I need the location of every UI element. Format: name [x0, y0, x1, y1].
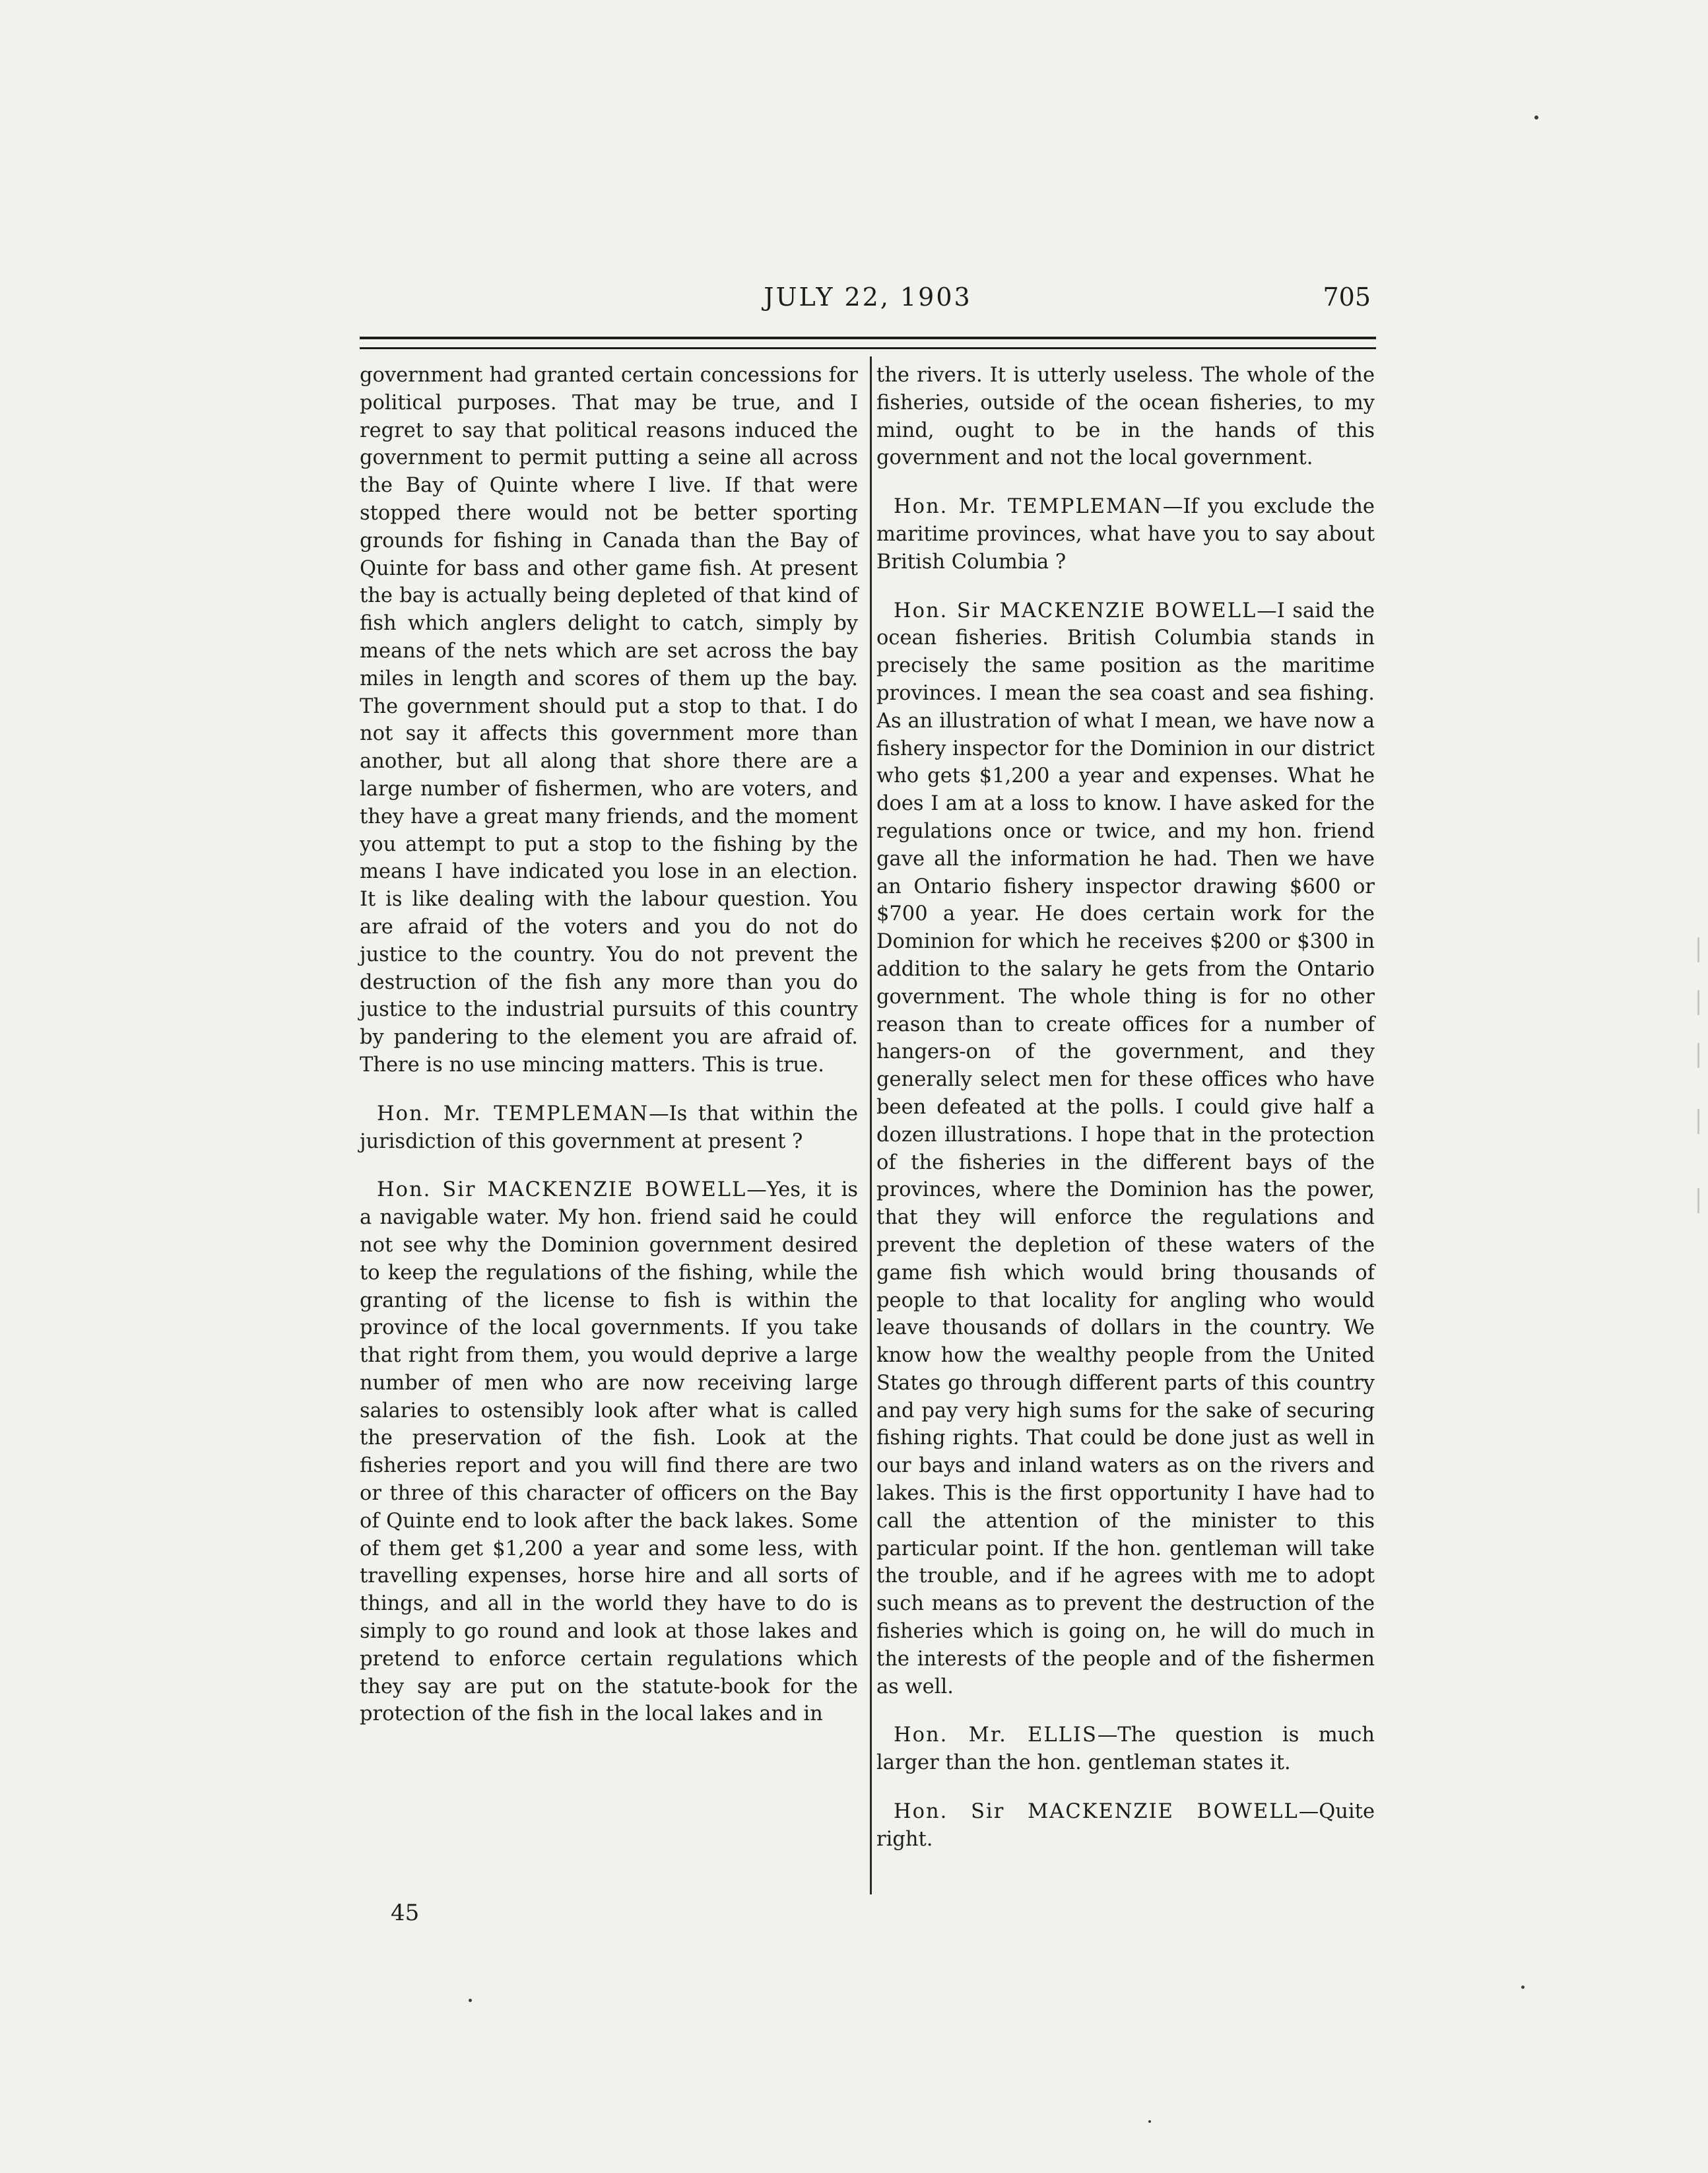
- scan-speck: [469, 1999, 472, 2002]
- header-date: JULY 22, 1903: [764, 283, 972, 312]
- left-column: [360, 362, 858, 1728]
- margin-mark: [1697, 1188, 1699, 1213]
- left-paragraph-2: [360, 1100, 858, 1156]
- column-divider: [870, 356, 872, 1894]
- left-paragraph-1: government had granted certain concessions for political purposes. That may be true, and I regret to say that political reasons induced the government to permit putting a seine all across the Bay of Quinte where I live. If that were stopped there would not be better sporting grounds for fishing in Canada than the Bay of Quinte for bass and other game fish. At present the bay is actually being depleted of that kind of fish which anglers delight to catch, simply by means of the nets which are set across the bay miles in length and scores of them up the bay. The government should put a stop to that. I do not say it affects this government more than another, but all along that shore there are a large number of fishermen, who are voters, and they have a great many friends, and the moment you attempt to put a stop to the fishing by the means I have indicated you lose in an election. It is like dealing with the labour question. You are afraid of the voters and you do not do justice to the country. You do not prevent the destruction of the fish any more than you do justice to the industrial pursuits of this country by pandering to the element you are afraid of. There is no use mincing matters. This is true.: [360, 364, 858, 1077]
- scan-speck: [1521, 1986, 1525, 1989]
- speaker-name: Hon. Mr. TEMPLEMAN: [377, 1102, 649, 1125]
- right-paragraph-2: [876, 493, 1375, 576]
- margin-mark: [1697, 1109, 1699, 1134]
- speaker-name: Hon. Sir MACKENZIE BOWELL: [894, 599, 1257, 622]
- header-rule-top: [360, 337, 1376, 339]
- margin-mark: [1697, 1043, 1699, 1068]
- speech-text: —Yes, it is a navigable water. My hon. friend said he could not see why the Dominion government desired to keep the regulations of the fishing, while the granting of the license to fish is within the province of the local governments. If you take that right from them, you would deprive a large number of men who are now receiving large salaries to ostensibly look after what is called the preservation of the fish. Look at the fisheries report and you will find there are two or three of this character of officers on the Bay of Quinte end to look after the back lakes. Some of them get $1,200 a year and some less, with travelling expenses, horse hire and all sorts of things, and all in the world they have to do is simply to go round and look at those lakes and pretend to enforce certain regulations which they say are put on the statute-book for the protection of the fish in the local lakes and in: [360, 1178, 858, 1726]
- header-page-number: 705: [1323, 283, 1371, 312]
- speech-text: —The question is much larger than the hon. gentleman states it.: [876, 1723, 1375, 1775]
- right-paragraph-4: [876, 1722, 1375, 1777]
- speaker-name: Hon. Sir MACKENZIE BOWELL: [377, 1178, 747, 1202]
- speech-text: —Quite right.: [876, 1800, 1375, 1851]
- running-header: [360, 277, 1376, 330]
- speech-text: —Is that within the jurisdiction of this government at present ?: [360, 1102, 858, 1153]
- speaker-name: Hon. Mr. ELLIS: [894, 1723, 1098, 1747]
- speaker-name: Hon. Mr. TEMPLEMAN: [894, 495, 1163, 519]
- left-paragraph-3: [360, 1176, 858, 1728]
- speech-text: —If you exclude the maritime provinces, what have you to say about British Columbia ?: [876, 495, 1375, 574]
- right-paragraph-5: [876, 1798, 1375, 1854]
- speech-text: —I said the ocean fisheries. British Columbia stands in precisely the same position as the maritime provinces. I mean the sea coast and sea fishing. As an illustration of what I mean, we have now a fishery inspector for the Dominion in our district who gets $1,200 a year and expenses. What he does I am at a loss to know. I have asked for the regulations once or twice, and my hon. friend gave all the information he had. Then we have an Ontario fishery inspector drawing $600 or $700 a year. He does certain work for the Dominion for which he receives $200 or $300 in addition to the salary he gets from the Ontario government. The whole thing is for no other reason than to create offices for a number of hangers-on of the government, and they generally select men for these offices who have been defeated at the polls. I could give half a dozen illustrations. I hope that in the protection of the fisheries in the different bays of the provinces, where the Dominion has the power, that they will enforce the regulations and prevent the depletion of these waters of the game fish which would bring thousands of people to that locality for angling who would leave thousands of dollars in the country. We know how the wealthy people from the United States go through different parts of this country and pay very high sums for the sake of securing fishing rights. That could be done just as well in our bays and inland waters as on the rivers and lakes. This is the first opportunity I have had to call the attention of the minister to this particular point. If the hon. gentleman will take the trouble, and if he agrees with me to adopt such means as to prevent the destruction of the fisheries which is going on, he will do much in the interests of the people and of the fishermen as well.: [876, 599, 1375, 1698]
- scan-speck: [1148, 2120, 1151, 2123]
- right-paragraph-3: [876, 597, 1375, 1701]
- signature-folio: 45: [391, 1900, 420, 1926]
- header-rule-bottom: [360, 347, 1376, 349]
- right-paragraph-1: the rivers. It is utterly useless. The whole of the fisheries, outside of the ocean fisheries, to my mind, ought to be in the hands of this government and not the local government.: [876, 364, 1375, 470]
- speaker-name: Hon. Sir MACKENZIE BOWELL: [894, 1800, 1299, 1824]
- scan-speck: [1534, 116, 1538, 119]
- right-column: [876, 362, 1375, 1854]
- margin-mark: [1697, 990, 1699, 1015]
- margin-mark: [1697, 937, 1699, 962]
